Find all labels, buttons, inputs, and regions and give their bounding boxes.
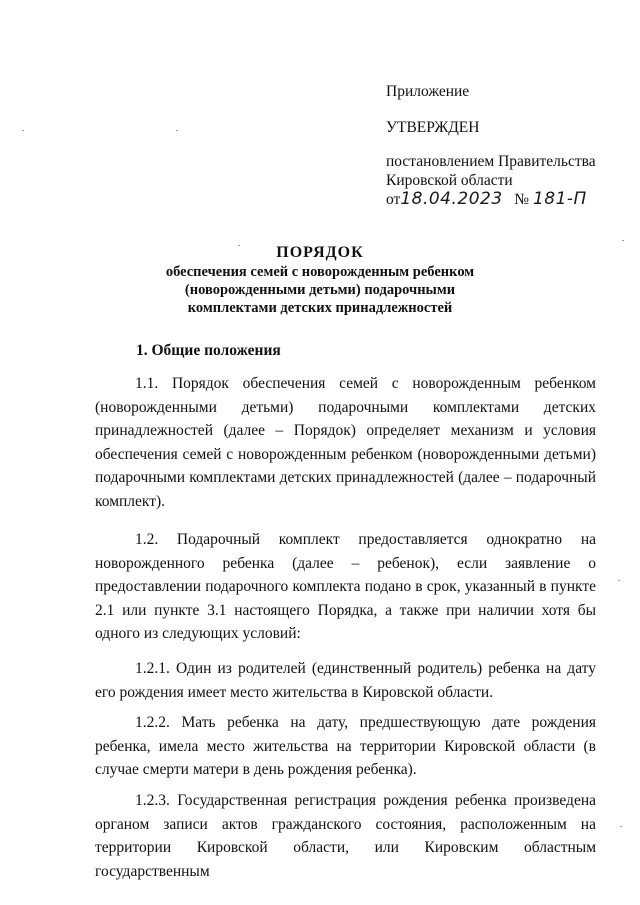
approved-label: УТВЕРЖДЕН [386,119,480,136]
scan-speck [620,826,622,827]
paragraph-1-2: 1.2. Подарочный комплект предоставляется однократно на новорожденного ребенка (далее – ребенок), если заявление о предоставлении подарочного комплекта подано в срок, указанный в пункте 2.1 или пункте 3.1 настоящего Порядка, а также при наличии хотя бы одного из следующих условий: [95,531,596,642]
title-main: ПОРЯДОК [276,244,364,261]
date-prefix: от [386,191,401,208]
appendix-label: Приложение [386,83,470,100]
document-title [0,243,640,317]
title-line-3: комплектами детских принадлежностей [187,300,453,316]
scan-speck [22,130,24,131]
approved-by-line2: Кировской области [386,172,513,189]
number-prefix: № [514,191,530,208]
scan-speck [176,130,178,131]
title-line-2: (новорожденными детьми) подарочными [184,282,456,298]
paragraph-1-2-3: 1.2.3. Государственная регистрация рождения ребенка произведена органом записи актов гражданского состояния, расположенным на территории Кировской области, или Кировским областным государственным [95,792,596,880]
paragraph-1-2-1: 1.2.1. Один из родителей (единственный родитель) ребенка на дату его рождения имеет место жительства в Кировской области. [95,660,596,701]
scan-speck [622,240,624,241]
paragraph-1-2-2: 1.2.2. Мать ребенка на дату, предшествующую дате рождения ребенка, имела место жительства на территории Кировской области (в случае смерти матери в день рождения ребенка). [95,714,596,778]
handwritten-date: 18.04.2023 [400,189,503,209]
title-line-1: обеспечения семей с новорожденным ребенком [165,264,475,280]
scan-speck [618,580,620,581]
handwritten-number: 181-П [532,189,587,209]
paragraph-1-1: 1.1. Порядок обеспечения семей с новорожденным ребенком (новорожденными детьми) подарочными комплектами детских принадлежностей (далее – Порядок) определяет механизм и условия обеспечения семей с новорожденным ребенком (новорожденными детьми) подарочными комплектами детских принадлежностей (далее – подарочный комплект). [95,375,596,510]
approval-date-line [386,190,587,209]
scan-speck [238,245,240,246]
approved-by-line1: постановлением Правительства [386,153,596,170]
section-heading: 1. Общие положения [136,342,281,359]
